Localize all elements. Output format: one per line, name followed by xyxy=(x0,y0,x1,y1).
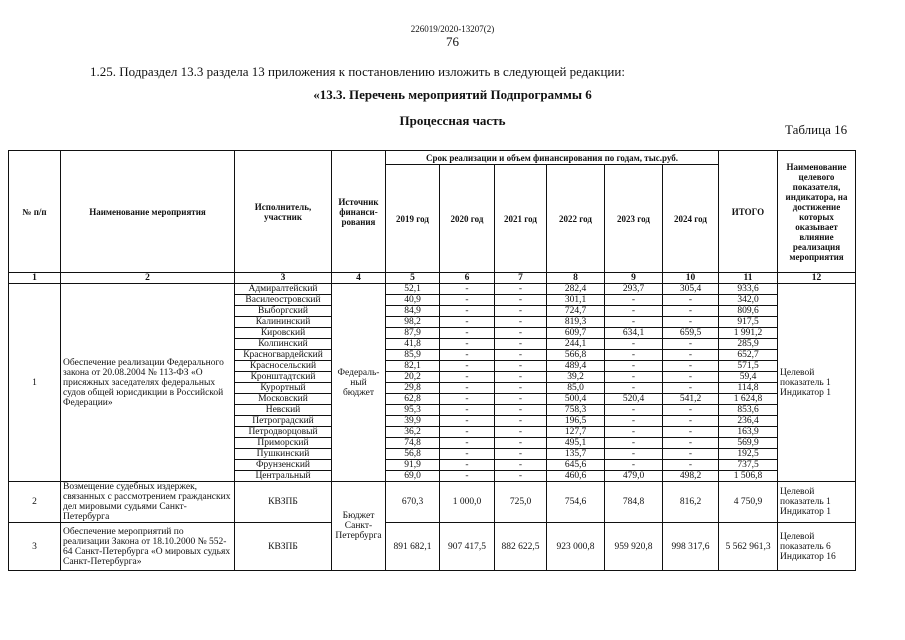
value-cell: 541,2 xyxy=(663,394,719,405)
intro-paragraph: 1.25. Подраздел 13.3 раздела 13 приложения к постановлению изложить в следующей редакции: xyxy=(90,64,625,79)
executor-cell: Калининский xyxy=(235,317,332,328)
table-row xyxy=(9,523,856,571)
value-cell: 933,6 xyxy=(719,284,778,295)
value-cell: - xyxy=(663,317,719,328)
executor-cell: Петродворцовый xyxy=(235,427,332,438)
value-cell: - xyxy=(440,471,495,482)
value-cell: 244,1 xyxy=(547,339,605,350)
value-cell: - xyxy=(440,284,495,295)
executor-cell: Курортный xyxy=(235,383,332,394)
value-cell: 36,2 xyxy=(386,427,440,438)
executor-cell: Василеостровский xyxy=(235,295,332,306)
executor-cell: Пушкинский xyxy=(235,449,332,460)
value-cell: - xyxy=(495,306,547,317)
value-cell: 489,4 xyxy=(547,361,605,372)
value-cell: 998 317,6 xyxy=(663,523,719,571)
header-year-2020: 2020 год xyxy=(440,165,495,273)
value-cell: - xyxy=(605,317,663,328)
value-cell: - xyxy=(663,306,719,317)
value-cell: - xyxy=(663,372,719,383)
value-cell: - xyxy=(605,449,663,460)
value-cell: 816,2 xyxy=(663,482,719,523)
row-1-funding-source: Федераль-ный бюджет xyxy=(332,284,386,482)
header-executor: Исполнитель, участник xyxy=(235,151,332,273)
header-num: № п/п xyxy=(9,151,61,273)
value-cell: - xyxy=(495,416,547,427)
value-cell: - xyxy=(663,350,719,361)
value-cell: 907 417,5 xyxy=(440,523,495,571)
value-cell: 500,4 xyxy=(547,394,605,405)
section-subheading: Процессная часть xyxy=(399,113,506,128)
row2-number: 2 xyxy=(9,482,61,523)
row-1-measure-name: Обеспечение реализации Федерального закона от 20.08.2004 № 113-ФЗ «О присяжных заседателях федеральных судов общей юрисдикции в Российской Федерации» xyxy=(61,284,235,482)
value-cell: 725,0 xyxy=(495,482,547,523)
value-cell: - xyxy=(495,394,547,405)
value-cell: 460,6 xyxy=(547,471,605,482)
executor-cell: Кировский xyxy=(235,328,332,339)
value-cell: - xyxy=(495,372,547,383)
value-cell: - xyxy=(605,306,663,317)
value-cell: 891 682,1 xyxy=(386,523,440,571)
value-cell: - xyxy=(605,350,663,361)
value-cell: 1 000,0 xyxy=(440,482,495,523)
column-number: 8 xyxy=(547,273,605,284)
value-cell: 853,6 xyxy=(719,405,778,416)
value-cell: 85,0 xyxy=(547,383,605,394)
value-cell: - xyxy=(440,460,495,471)
row3-number: 3 xyxy=(9,523,61,571)
value-cell: - xyxy=(440,317,495,328)
column-number: 1 xyxy=(9,273,61,284)
rows-2-3-funding-source: Бюджет Санкт-Петербурга xyxy=(332,482,386,571)
value-cell: 282,4 xyxy=(547,284,605,295)
value-cell: 114,8 xyxy=(719,383,778,394)
value-cell: - xyxy=(605,460,663,471)
value-cell: - xyxy=(495,405,547,416)
row-1-number: 1 xyxy=(9,284,61,482)
value-cell: 305,4 xyxy=(663,284,719,295)
value-cell: 62,8 xyxy=(386,394,440,405)
value-cell: - xyxy=(440,328,495,339)
value-cell: 342,0 xyxy=(719,295,778,306)
column-number: 12 xyxy=(778,273,856,284)
value-cell: 737,5 xyxy=(719,460,778,471)
executor-cell: Приморский xyxy=(235,438,332,449)
measures-table xyxy=(8,150,856,571)
value-cell: - xyxy=(440,427,495,438)
value-cell: 5 562 961,3 xyxy=(719,523,778,571)
row2-measure-name: Возмещение судебных издержек, связанных с рассмотрением гражданских дел мировыми судьями Санкт-Петербурга xyxy=(61,482,235,523)
value-cell: - xyxy=(663,405,719,416)
value-cell: - xyxy=(663,383,719,394)
value-cell: 135,7 xyxy=(547,449,605,460)
value-cell: 59,4 xyxy=(719,372,778,383)
value-cell: - xyxy=(605,416,663,427)
column-number: 6 xyxy=(440,273,495,284)
row3-executor: КВЗПБ xyxy=(235,523,332,571)
value-cell: 39,2 xyxy=(547,372,605,383)
value-cell: - xyxy=(495,295,547,306)
column-number: 7 xyxy=(495,273,547,284)
executor-cell: Фрунзенский xyxy=(235,460,332,471)
value-cell: 479,0 xyxy=(605,471,663,482)
row3-measure-name: Обеспечение мероприятий по реализации Закона от 18.10.2000 № 552-64 Санкт-Петербурга «О мировых судьях Санкт-Петербурга» xyxy=(61,523,235,571)
value-cell: - xyxy=(605,372,663,383)
value-cell: - xyxy=(663,460,719,471)
value-cell: 652,7 xyxy=(719,350,778,361)
value-cell: 566,8 xyxy=(547,350,605,361)
value-cell: - xyxy=(440,449,495,460)
value-cell: 52,1 xyxy=(386,284,440,295)
value-cell: - xyxy=(495,361,547,372)
header-year-2023: 2023 год xyxy=(605,165,663,273)
executor-cell: Московский xyxy=(235,394,332,405)
value-cell: 959 920,8 xyxy=(605,523,663,571)
value-cell: - xyxy=(440,350,495,361)
value-cell: 20,2 xyxy=(386,372,440,383)
value-cell: 571,5 xyxy=(719,361,778,372)
value-cell: 41,8 xyxy=(386,339,440,350)
header-year-2024: 2024 год xyxy=(663,165,719,273)
executor-cell: Кронштадтский xyxy=(235,372,332,383)
value-cell: 917,5 xyxy=(719,317,778,328)
header-year-2019: 2019 год xyxy=(386,165,440,273)
value-cell: 301,1 xyxy=(547,295,605,306)
value-cell: - xyxy=(605,427,663,438)
value-cell: 645,6 xyxy=(547,460,605,471)
row-1-indicator: Целевой показатель 1 Индикатор 1 xyxy=(778,284,856,482)
column-numbers-row xyxy=(9,273,856,284)
value-cell: 82,1 xyxy=(386,361,440,372)
value-cell: 809,6 xyxy=(719,306,778,317)
value-cell: - xyxy=(605,361,663,372)
value-cell: 569,9 xyxy=(719,438,778,449)
value-cell: 1 991,2 xyxy=(719,328,778,339)
value-cell: 74,8 xyxy=(386,438,440,449)
value-cell: 520,4 xyxy=(605,394,663,405)
column-number: 11 xyxy=(719,273,778,284)
value-cell: - xyxy=(605,438,663,449)
value-cell: - xyxy=(440,295,495,306)
value-cell: - xyxy=(440,416,495,427)
value-cell: - xyxy=(605,339,663,350)
section-heading: «13.3. Перечень мероприятий Подпрограммы 6 xyxy=(313,87,592,102)
column-number: 2 xyxy=(61,273,235,284)
value-cell: 659,5 xyxy=(663,328,719,339)
value-cell: 192,5 xyxy=(719,449,778,460)
column-number: 3 xyxy=(235,273,332,284)
value-cell: 670,3 xyxy=(386,482,440,523)
value-cell: - xyxy=(663,339,719,350)
executor-cell: Выборгский xyxy=(235,306,332,317)
value-cell: 4 750,9 xyxy=(719,482,778,523)
page-number: 76 xyxy=(446,34,459,49)
value-cell: 293,7 xyxy=(605,284,663,295)
value-cell: 923 000,8 xyxy=(547,523,605,571)
value-cell: - xyxy=(440,394,495,405)
value-cell: - xyxy=(605,295,663,306)
column-number: 10 xyxy=(663,273,719,284)
value-cell: - xyxy=(495,350,547,361)
value-cell: - xyxy=(495,328,547,339)
value-cell: 56,8 xyxy=(386,449,440,460)
executor-cell: Невский xyxy=(235,405,332,416)
header-year-2021: 2021 год xyxy=(495,165,547,273)
value-cell: - xyxy=(495,339,547,350)
value-cell: 127,7 xyxy=(547,427,605,438)
column-number: 4 xyxy=(332,273,386,284)
value-cell: - xyxy=(663,427,719,438)
value-cell: - xyxy=(605,383,663,394)
value-cell: - xyxy=(663,449,719,460)
value-cell: 39,9 xyxy=(386,416,440,427)
value-cell: - xyxy=(440,361,495,372)
header-source: Источник финанси-рования xyxy=(332,151,386,273)
value-cell: 609,7 xyxy=(547,328,605,339)
executor-cell: Красногвардейский xyxy=(235,350,332,361)
column-number: 9 xyxy=(605,273,663,284)
executor-cell: Колпинский xyxy=(235,339,332,350)
value-cell: - xyxy=(440,438,495,449)
value-cell: - xyxy=(495,383,547,394)
header-year-2022: 2022 год xyxy=(547,165,605,273)
value-cell: - xyxy=(495,438,547,449)
header-period: Срок реализации и объем финансирования по годам, тыс.руб. xyxy=(386,151,719,165)
value-cell: 1 506,8 xyxy=(719,471,778,482)
value-cell: 724,7 xyxy=(547,306,605,317)
value-cell: 754,6 xyxy=(547,482,605,523)
value-cell: 819,3 xyxy=(547,317,605,328)
row2-indicator: Целевой показатель 1 Индикатор 1 xyxy=(778,482,856,523)
value-cell: - xyxy=(663,438,719,449)
value-cell: 495,1 xyxy=(547,438,605,449)
value-cell: - xyxy=(495,284,547,295)
value-cell: - xyxy=(605,405,663,416)
table-label: Таблица 16 xyxy=(785,122,848,137)
executor-cell: Красносельский xyxy=(235,361,332,372)
value-cell: 285,9 xyxy=(719,339,778,350)
value-cell: - xyxy=(663,361,719,372)
header-name: Наименование мероприятия xyxy=(61,151,235,273)
executor-cell: Центральный xyxy=(235,471,332,482)
value-cell: - xyxy=(495,449,547,460)
table-row xyxy=(9,482,856,523)
value-cell: 882 622,5 xyxy=(495,523,547,571)
value-cell: - xyxy=(495,471,547,482)
value-cell: - xyxy=(495,460,547,471)
value-cell: 163,9 xyxy=(719,427,778,438)
table-row xyxy=(9,284,856,295)
value-cell: - xyxy=(440,372,495,383)
value-cell: - xyxy=(495,427,547,438)
value-cell: - xyxy=(663,416,719,427)
value-cell: 85,9 xyxy=(386,350,440,361)
value-cell: 1 624,8 xyxy=(719,394,778,405)
value-cell: - xyxy=(440,405,495,416)
row3-indicator: Целевой показатель 6 Индикатор 16 xyxy=(778,523,856,571)
row2-executor: КВЗПБ xyxy=(235,482,332,523)
value-cell: 236,4 xyxy=(719,416,778,427)
value-cell: - xyxy=(440,339,495,350)
value-cell: - xyxy=(495,317,547,328)
value-cell: 784,8 xyxy=(605,482,663,523)
value-cell: - xyxy=(440,306,495,317)
value-cell: 758,3 xyxy=(547,405,605,416)
value-cell: 84,9 xyxy=(386,306,440,317)
value-cell: 69,0 xyxy=(386,471,440,482)
value-cell: 196,5 xyxy=(547,416,605,427)
executor-cell: Петроградский xyxy=(235,416,332,427)
value-cell: 91,9 xyxy=(386,460,440,471)
value-cell: 634,1 xyxy=(605,328,663,339)
header-total: ИТОГО xyxy=(719,151,778,273)
executor-cell: Адмиралтейский xyxy=(235,284,332,295)
column-number: 5 xyxy=(386,273,440,284)
value-cell: 87,9 xyxy=(386,328,440,339)
value-cell: - xyxy=(440,383,495,394)
value-cell: 498,2 xyxy=(663,471,719,482)
document-number: 226019/2020-13207(2) xyxy=(410,24,495,34)
value-cell: 40,9 xyxy=(386,295,440,306)
value-cell: 29,8 xyxy=(386,383,440,394)
header-indicator: Наименование целевого показателя, индикатора, на достижение которых оказывает влияние реализация мероприятия xyxy=(778,151,856,273)
value-cell: - xyxy=(663,295,719,306)
value-cell: 95,3 xyxy=(386,405,440,416)
value-cell: 98,2 xyxy=(386,317,440,328)
